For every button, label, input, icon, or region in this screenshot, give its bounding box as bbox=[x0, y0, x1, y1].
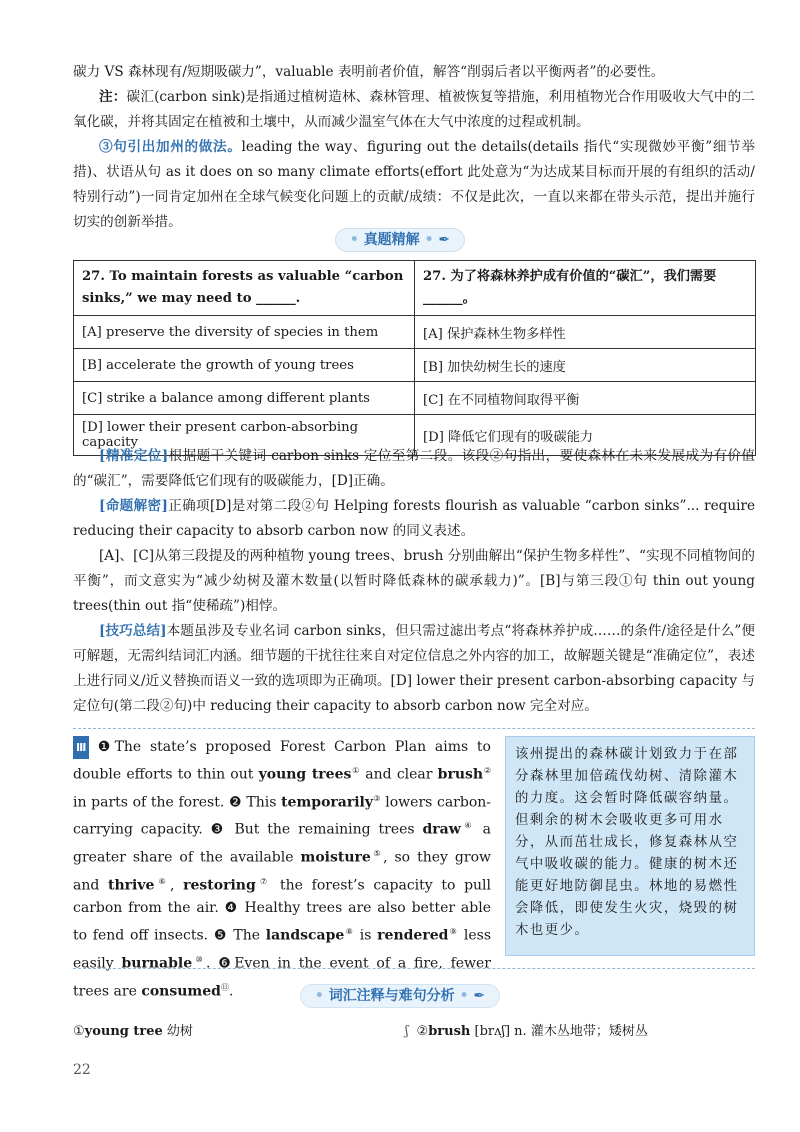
option-d-en: [D] lower their present carbon-absorbing capacity bbox=[74, 415, 415, 456]
option-c-en: [C] strike a balance among different plants bbox=[74, 382, 415, 415]
spiral-icon: ʃ bbox=[405, 1024, 409, 1039]
tip-text: 本题虽涉及专业名词 carbon sinks，但只需过滤出考点“将森林养护成……的条件/途径是什么”便可解题，无需纠结词汇内涵。细节题的干扰往往来自对定位信息之外内容的加工，故解题关键是“准确定位”，表述上进行同义/近义替换而语义一致的选项即为正确项。[D] lower their present carbon-absorbing capacity 与定位句(第二段②句)中 reducing their capacity to absorb carbon now 完全对应。 bbox=[73, 623, 755, 714]
vocab-restoring: restoring bbox=[183, 877, 256, 894]
locate-label: [精准定位] bbox=[99, 448, 169, 464]
ac-paragraph: [A]、[C]从第三段提及的两种植物 young trees、brush 分别曲解出“保护生物多样性”、“实现不同植物间的平衡”，而文意实为“减少幼树及灌木数量(以暂时降低森林的碳承载力)”。[B]与第三段①句 thin out young trees(thin out 指“使稀疏”)相悖。 bbox=[73, 548, 755, 614]
intro-section bbox=[73, 60, 755, 235]
note-text: 碳汇(carbon sink)是指通过植树造林、森林管理、植被恢复等措施，利用植物光合作用吸收大气中的二氧化碳，并将其固定在植被和土壤中，从而减少温室气体在大气中浓度的过程或机制。 bbox=[73, 89, 755, 130]
banner-title: • 真题精解 • ✒ bbox=[335, 228, 465, 252]
note-paragraph bbox=[73, 85, 755, 135]
option-a-en: [A] preserve the diversity of species in them bbox=[74, 316, 415, 349]
section-divider bbox=[73, 728, 755, 729]
question-stem-zh: 27. 为了将森林养护成有价值的“碳汇”，我们需要______。 bbox=[415, 261, 756, 316]
section-divider-2 bbox=[73, 968, 755, 969]
option-b-en: [B] accelerate the growth of young trees bbox=[74, 349, 415, 382]
passage-paragraph: Ⅲ ❶The state’s proposed Forest Carbon Plan aims to double efforts to thin out young trees① and clear brush② in parts of the forest. ❷ This temporarily③ lowers carbon-carrying capacity. ❸ But the remaining trees draw④ a greater share of the available moisture⑤, so they grow and thrive⑥, restoring⑦ the forest’s capacity to pull carbon from the air. ❹ Healthy trees are also better able to fend off insects. ❺ The landscape⑧ is rendered⑨ less easily burnable⑩. ❻Even in the event of a fire, fewer trees are consumed⑪. bbox=[73, 736, 491, 1003]
vocab-draw: draw bbox=[422, 821, 461, 838]
option-d-zh: [D] 降低它们现有的吸碳能力 bbox=[415, 415, 756, 456]
analysis-section bbox=[73, 444, 755, 719]
section-number: Ⅲ bbox=[73, 736, 89, 759]
option-b-zh: [B] 加快幼树生长的速度 bbox=[415, 349, 756, 382]
sentence-3-lead: ③句引出加州的做法。 bbox=[99, 139, 242, 155]
question-stem-en: 27. To maintain forests as valuable “carbon sinks,” we may need to ______. bbox=[74, 261, 415, 316]
vocab-young-trees: young trees bbox=[258, 766, 352, 783]
vocab-burnable: burnable bbox=[121, 955, 193, 972]
intro-paragraph-1: 碳力 VS 森林现有/短期吸碳力”，valuable 表明前者价值，解答“削弱后者以平衡两者”的必要性。 bbox=[73, 64, 665, 80]
vocab-moisture: moisture bbox=[300, 849, 371, 866]
decode-paragraph bbox=[73, 494, 755, 544]
decode-text: 正确项[D]是对第二段②句 Helping forests flourish as valuable “carbon sinks”... require reducing their capacity to absorb carbon now 的同义表述。 bbox=[73, 498, 755, 539]
vocab-entry-2: ʃ ②brush [brʌʃ] n. 灌木丛地带；矮树丛 bbox=[405, 1024, 648, 1039]
note-label: 注： bbox=[99, 89, 127, 105]
locate-text: 根据题干关键词 carbon sinks 定位至第二段。该段②句指出，要使森林在未来发展成为有价值的“碳汇”，需要降低它们现有的吸碳能力，[D]正确。 bbox=[73, 448, 755, 489]
banner-real-questions bbox=[0, 229, 800, 249]
option-c-zh: [C] 在不同植物间取得平衡 bbox=[415, 382, 756, 415]
intro-paragraph-3 bbox=[73, 135, 755, 235]
vocab-brush: brush bbox=[437, 766, 484, 783]
sentence-3-text: leading the way、figuring out the details(details 指代“实现微妙平衡”细节举措)、状语从句 as it does on so many climate efforts(effort 此处意为“为达成某目标而开展的有组织的活动/特别行动”)一同肯定加州在全球气候变化问题上的贡献/成绩：不仅是此次，一直以来都在带头示范，提出并施行切实的创新举措。 bbox=[73, 139, 756, 230]
vocab-thrive: thrive bbox=[108, 877, 155, 894]
vocab-consumed: consumed bbox=[141, 983, 221, 1000]
option-a-zh: [A] 保护森林生物多样性 bbox=[415, 316, 756, 349]
quill-icon-2: ✒ bbox=[473, 988, 486, 1004]
quill-icon: ✒ bbox=[438, 232, 451, 248]
banner2-title: • 词汇注释与难句分析 • ✒ bbox=[300, 984, 500, 1008]
tip-label: [技巧总结] bbox=[99, 623, 167, 639]
question-table bbox=[73, 260, 756, 456]
page-number: 22 bbox=[73, 1062, 91, 1078]
locate-paragraph bbox=[73, 444, 755, 494]
translation-box: 该州提出的森林碳计划致力于在部分森林里加倍疏伐幼树、清除灌木的力度。这会暂时降低碳容纳量。但剩余的树木会吸收更多可用水分，从而茁壮成长，修复森林从空气中吸收碳的能力。健康的树木还能更好地防御昆虫。林地的易燃性会降低，即使发生火灾，烧毁的树木也更少。 bbox=[505, 736, 755, 956]
banner-vocab-analysis bbox=[0, 985, 800, 1005]
tip-paragraph bbox=[73, 619, 755, 719]
vocab-temporarily: temporarily bbox=[281, 794, 374, 811]
decode-label: [命题解密] bbox=[99, 498, 168, 514]
vocab-landscape: landscape bbox=[265, 927, 345, 944]
vocab-rendered: rendered bbox=[377, 927, 449, 944]
vocab-entry-1: ①young tree 幼树 bbox=[73, 1024, 193, 1039]
